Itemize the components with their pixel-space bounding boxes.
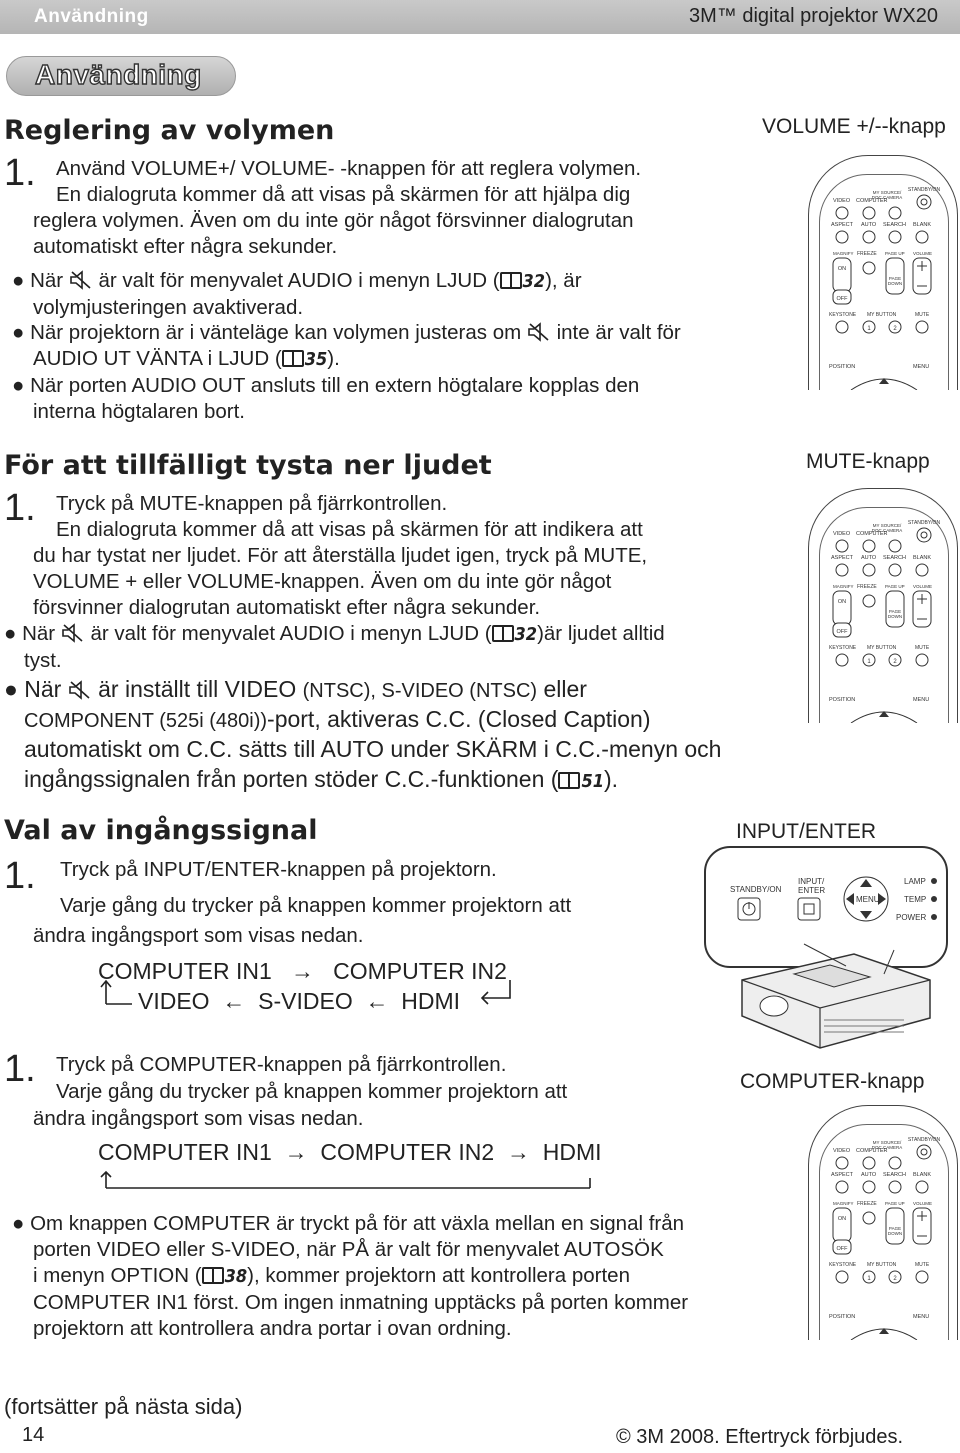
text-line: Tryck på MUTE-knappen på fjärrkontrollen. bbox=[56, 492, 448, 515]
text-line: ingångssignalen från porten stöder C.C.-funktionen ( 51). bbox=[24, 766, 619, 792]
flow-return-arrow bbox=[98, 1168, 598, 1196]
section-pill bbox=[6, 56, 236, 96]
book-icon bbox=[282, 350, 304, 367]
mute-icon bbox=[61, 623, 85, 643]
text-line: automatiskt efter några sekunder. bbox=[33, 235, 338, 258]
header-product: 3M™ digital projektor WX20 bbox=[689, 5, 938, 27]
svg-text:ASPECT: ASPECT bbox=[831, 1172, 854, 1178]
svg-text:LAMP: LAMP bbox=[904, 877, 926, 886]
input-flow-row: COMPUTER IN1 → COMPUTER IN2 bbox=[98, 958, 507, 984]
page-number: 14 bbox=[22, 1424, 45, 1446]
text-line: Varje gång du trycker på knappen kommer projektorn att bbox=[60, 894, 572, 917]
text-line: volymjusteringen avaktiverad. bbox=[33, 296, 304, 319]
step-number: 1. bbox=[4, 855, 36, 897]
svg-text:MENU: MENU bbox=[913, 364, 930, 370]
svg-text:ASPECT: ASPECT bbox=[831, 222, 854, 228]
svg-text:TEMP: TEMP bbox=[904, 895, 927, 904]
svg-text:STANDBY/ON: STANDBY/ON bbox=[907, 187, 941, 193]
section-pill-label: Användning bbox=[35, 59, 202, 90]
input-flow-row: VIDEO ← S-VIDEO ← HDMI bbox=[138, 988, 461, 1014]
svg-text:AUTO: AUTO bbox=[861, 555, 877, 561]
svg-text:MY SOURCE/: MY SOURCE/ bbox=[872, 190, 902, 195]
mute-icon bbox=[527, 322, 551, 342]
input-flow-row: COMPUTER IN1 → COMPUTER IN2 → HDMI bbox=[98, 1139, 602, 1165]
svg-text:KEYSTONE: KEYSTONE bbox=[829, 1262, 857, 1268]
flow-return-arrows bbox=[98, 976, 538, 1016]
svg-text:1: 1 bbox=[867, 659, 871, 665]
text-line: reglera volymen. Även om du inte gör något försvinner dialogrutan bbox=[33, 209, 634, 232]
remote-label-computer: COMPUTER-knapp bbox=[740, 1070, 925, 1093]
svg-text:PAGE UP: PAGE UP bbox=[885, 1201, 905, 1206]
svg-text:POSITION: POSITION bbox=[829, 1314, 856, 1320]
svg-text:FREEZE: FREEZE bbox=[857, 584, 877, 590]
svg-text:DOC.CAMERA: DOC.CAMERA bbox=[871, 195, 903, 200]
svg-text:STANDBY/ON: STANDBY/ON bbox=[907, 1137, 941, 1143]
svg-text:VOLUME: VOLUME bbox=[913, 584, 933, 589]
svg-text:OFF: OFF bbox=[836, 1246, 848, 1252]
svg-text:DOWN: DOWN bbox=[887, 281, 903, 286]
svg-text:ON: ON bbox=[837, 1216, 847, 1222]
svg-text:INPUT/: INPUT/ bbox=[798, 877, 825, 886]
book-icon bbox=[558, 772, 580, 789]
svg-text:VIDEO: VIDEO bbox=[833, 1148, 851, 1154]
panel-standby-label: STANDBY/ON bbox=[730, 885, 782, 894]
bullet: ● När är valt för menyvalet AUDIO i menyn LJUD ( 32)är ljudet alltid bbox=[4, 622, 665, 645]
book-icon bbox=[202, 1267, 224, 1284]
remote-label-volume: VOLUME +/--knapp bbox=[762, 115, 946, 138]
bullet: ● När porten AUDIO OUT ansluts till en extern högtalare kopplas den bbox=[12, 374, 640, 397]
svg-text:VIDEO: VIDEO bbox=[833, 531, 851, 537]
remote-control-illustration bbox=[808, 488, 958, 723]
header-section: Användning bbox=[34, 6, 149, 27]
text-line: COMPONENT (525i (480i))-port, aktiveras C.C. (Closed Caption) bbox=[24, 706, 651, 732]
text-line: du har tystat ner ljudet. För att återställa ljudet igen, tryck på MUTE, bbox=[33, 544, 648, 567]
text-line: ändra ingångsport som visas nedan. bbox=[33, 924, 364, 947]
svg-text:PAGE: PAGE bbox=[888, 1226, 902, 1231]
svg-text:MUTE: MUTE bbox=[915, 1262, 930, 1268]
bullet: ● När är inställt till VIDEO (NTSC), S-VIDEO (NTSC) eller bbox=[4, 676, 587, 702]
text-line: Använd VOLUME+/ VOLUME- -knappen för att reglera volymen. bbox=[56, 157, 642, 180]
mute-title: För att tillfälligt tysta ner ljudet bbox=[4, 450, 492, 481]
svg-text:POSITION: POSITION bbox=[829, 697, 856, 703]
svg-text:SEARCH: SEARCH bbox=[883, 222, 906, 228]
continue-note: (fortsätter på nästa sida) bbox=[4, 1394, 243, 1419]
svg-text:ASPECT: ASPECT bbox=[831, 555, 854, 561]
svg-text:2: 2 bbox=[893, 1276, 897, 1282]
projector-label: INPUT/ENTER bbox=[736, 820, 877, 843]
text-line: AUDIO UT VÄNTA i LJUD ( 35). bbox=[33, 347, 340, 370]
svg-text:BLANK: BLANK bbox=[913, 1172, 932, 1178]
svg-text:MAGNIFY: MAGNIFY bbox=[833, 1201, 854, 1206]
svg-text:SEARCH: SEARCH bbox=[883, 1172, 906, 1178]
book-icon bbox=[500, 272, 522, 289]
svg-text:MAGNIFY: MAGNIFY bbox=[833, 251, 854, 256]
svg-text:FREEZE: FREEZE bbox=[857, 1201, 877, 1207]
svg-text:ON: ON bbox=[837, 599, 847, 605]
svg-text:MUTE: MUTE bbox=[915, 645, 930, 651]
svg-text:FREEZE: FREEZE bbox=[857, 251, 877, 257]
text-line: VOLUME + eller VOLUME-knappen. Även om du inte gör något bbox=[33, 570, 612, 593]
svg-text:DOWN: DOWN bbox=[887, 1231, 903, 1236]
note-line: ● Om knappen COMPUTER är tryckt på för att växla mellan en signal från bbox=[12, 1212, 685, 1235]
step-number: 1. bbox=[4, 152, 36, 194]
svg-text:DOC.CAMERA: DOC.CAMERA bbox=[871, 528, 903, 533]
input-enter-button bbox=[798, 898, 820, 920]
header-bar bbox=[0, 0, 960, 34]
svg-text:MY SOURCE/: MY SOURCE/ bbox=[872, 1140, 902, 1145]
volume-title: Reglering av volymen bbox=[4, 115, 335, 146]
input-title: Val av ingångssignal bbox=[4, 815, 318, 846]
svg-text:PAGE: PAGE bbox=[888, 276, 902, 281]
note-line: COMPUTER IN1 först. Om ingen inmatning upptäcks på porten kommer bbox=[33, 1291, 689, 1314]
note-line: porten VIDEO eller S-VIDEO, när PÅ är valt för menyvalet AUTOSÖK bbox=[33, 1238, 664, 1261]
svg-text:1: 1 bbox=[867, 326, 871, 332]
svg-text:SEARCH: SEARCH bbox=[883, 555, 906, 561]
svg-text:VOLUME: VOLUME bbox=[913, 1201, 933, 1206]
projector-illustration bbox=[734, 940, 934, 1060]
svg-text:STANDBY/ON: STANDBY/ON bbox=[907, 520, 941, 526]
svg-text:MY BUTTON: MY BUTTON bbox=[867, 312, 897, 318]
svg-text:MUTE: MUTE bbox=[915, 312, 930, 318]
svg-text:VOLUME: VOLUME bbox=[913, 251, 933, 256]
svg-text:COMPUTER: COMPUTER bbox=[856, 1148, 888, 1154]
note-line: i menyn OPTION ( 38), kommer projektorn att kontrollera porten bbox=[33, 1264, 630, 1287]
book-icon bbox=[492, 625, 514, 642]
text-line: En dialogruta kommer då att visas på skärmen för att hjälpa dig bbox=[56, 183, 631, 206]
svg-text:VIDEO: VIDEO bbox=[833, 198, 851, 204]
svg-text:MENU: MENU bbox=[856, 895, 880, 904]
svg-text:AUTO: AUTO bbox=[861, 222, 877, 228]
svg-text:COMPUTER: COMPUTER bbox=[856, 531, 888, 537]
svg-text:PAGE UP: PAGE UP bbox=[885, 251, 905, 256]
svg-text:2: 2 bbox=[893, 326, 897, 332]
text-line: tyst. bbox=[24, 649, 62, 672]
text-line: interna högtalaren bort. bbox=[33, 400, 245, 423]
text-line: En dialogruta kommer då att visas på skärmen för att indikera att bbox=[56, 518, 643, 541]
text-line: automatiskt om C.C. sätts till AUTO under SKÄRM i C.C.-menyn och bbox=[24, 736, 722, 762]
remote-control-illustration bbox=[808, 1105, 958, 1340]
text-line: Varje gång du trycker på knappen kommer projektorn att bbox=[56, 1080, 568, 1103]
mute-icon bbox=[69, 270, 93, 290]
svg-text:MY BUTTON: MY BUTTON bbox=[867, 1262, 897, 1268]
text-line: Tryck på COMPUTER-knappen på fjärrkontrollen. bbox=[56, 1053, 507, 1076]
svg-text:COMPUTER: COMPUTER bbox=[856, 198, 888, 204]
svg-text:AUTO: AUTO bbox=[861, 1172, 877, 1178]
svg-text:ON: ON bbox=[837, 266, 847, 272]
svg-text:PAGE UP: PAGE UP bbox=[885, 584, 905, 589]
bullet: ● När är valt för menyvalet AUDIO i menyn LJUD ( 32), är bbox=[12, 269, 582, 292]
svg-text:MY BUTTON: MY BUTTON bbox=[867, 645, 897, 651]
svg-text:MAGNIFY: MAGNIFY bbox=[833, 584, 854, 589]
svg-text:OFF: OFF bbox=[836, 296, 848, 302]
text-line: ändra ingångsport som visas nedan. bbox=[33, 1107, 364, 1130]
svg-text:ENTER: ENTER bbox=[798, 886, 826, 895]
svg-text:DOC.CAMERA: DOC.CAMERA bbox=[871, 1145, 903, 1150]
svg-text:DOWN: DOWN bbox=[887, 614, 903, 619]
svg-text:POSITION: POSITION bbox=[829, 364, 856, 370]
svg-text:OFF: OFF bbox=[836, 629, 848, 635]
svg-text:BLANK: BLANK bbox=[913, 222, 932, 228]
svg-text:KEYSTONE: KEYSTONE bbox=[829, 645, 857, 651]
svg-text:MENU: MENU bbox=[913, 697, 930, 703]
text-line: Tryck på INPUT/ENTER-knappen på projektorn. bbox=[60, 858, 497, 881]
svg-text:MY SOURCE/: MY SOURCE/ bbox=[872, 523, 902, 528]
svg-text:KEYSTONE: KEYSTONE bbox=[829, 312, 857, 318]
remote-control-illustration bbox=[808, 155, 958, 390]
copyright: © 3M 2008. Eftertryck förbjudes. bbox=[616, 1426, 904, 1448]
svg-text:1: 1 bbox=[867, 1276, 871, 1282]
svg-text:POWER: POWER bbox=[896, 913, 927, 922]
svg-text:BLANK: BLANK bbox=[913, 555, 932, 561]
bullet: ● När projektorn är i vänteläge kan volymen justeras om inte är valt för bbox=[12, 321, 681, 344]
svg-text:MENU: MENU bbox=[913, 1314, 930, 1320]
svg-text:PAGE: PAGE bbox=[888, 609, 902, 614]
svg-text:2: 2 bbox=[893, 659, 897, 665]
note-line: projektorn att kontrollera andra portar i ovan ordning. bbox=[33, 1317, 512, 1340]
text-line: försvinner dialogrutan automatiskt efter några sekunder. bbox=[33, 596, 541, 619]
step-number: 1. bbox=[4, 1048, 36, 1090]
step-number: 1. bbox=[4, 487, 36, 529]
remote-label-mute: MUTE-knapp bbox=[806, 450, 930, 473]
mute-icon bbox=[68, 677, 92, 697]
